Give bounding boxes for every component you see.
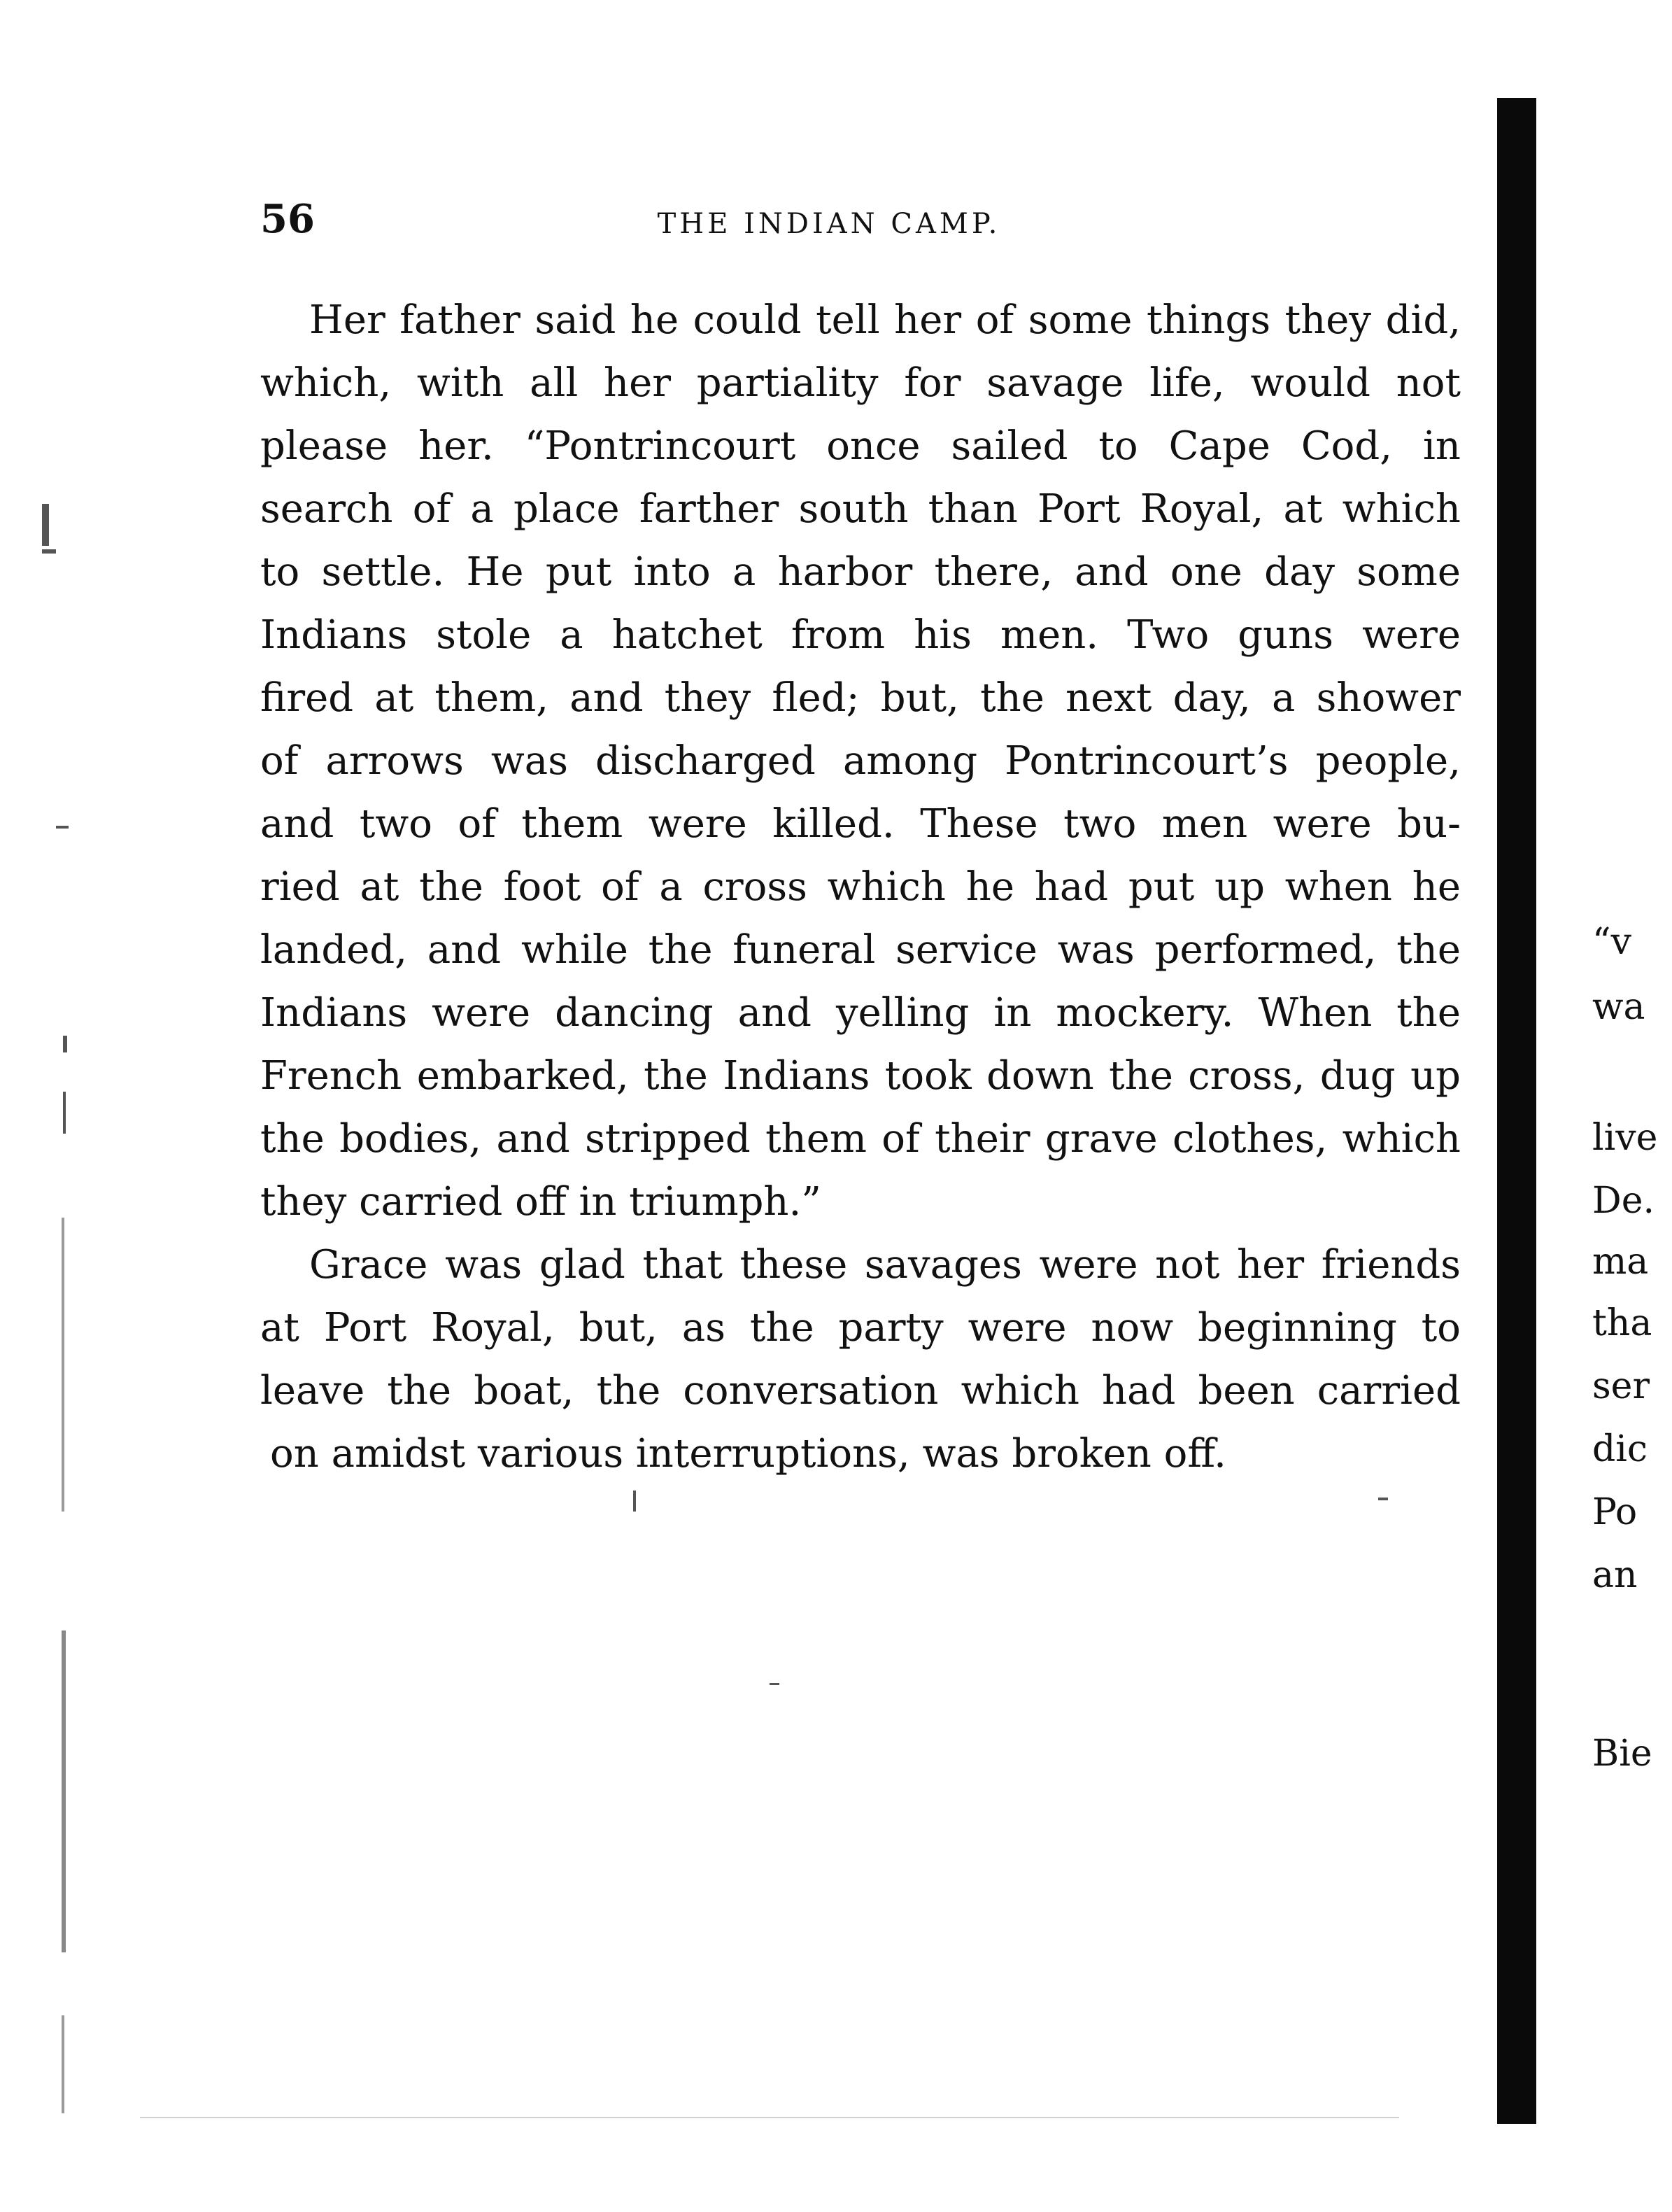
text-line: which, with all her partiality for savage life, would not — [260, 360, 1461, 406]
scan-artifact — [770, 1683, 779, 1685]
scan-artifact — [63, 1092, 66, 1134]
scan-artifact — [1378, 1498, 1388, 1500]
text-line: search of a place farther south than Port Royal, at which — [260, 486, 1461, 532]
facing-page-fragment: dic — [1592, 1431, 1648, 1467]
facing-page-fragment: wa — [1592, 989, 1645, 1025]
text-line: Indians were dancing and yelling in mockery. When the — [260, 990, 1461, 1036]
scan-artifact — [62, 1630, 66, 1952]
text-line: please her. “Pontrincourt once sailed to Cape Cod, in — [260, 423, 1461, 469]
scan-artifact — [42, 549, 56, 554]
running-title: THE INDIAN CAMP. — [657, 208, 1001, 240]
text-line: Her father said he could tell her of some things they did, — [309, 297, 1461, 343]
facing-page-fragment: ser — [1592, 1368, 1650, 1404]
facing-page-fragment: tha — [1592, 1305, 1652, 1341]
scan-artifact — [633, 1491, 636, 1512]
text-line: and two of them were killed. These two men were bu- — [260, 801, 1461, 847]
scan-artifact — [56, 826, 69, 829]
scan-artifact — [62, 2015, 64, 2113]
text-line: they carried off in triumph.” — [260, 1179, 821, 1225]
facing-page-fragment: ma — [1592, 1244, 1649, 1280]
facing-page-fragment: Bie — [1592, 1735, 1652, 1772]
text-line: French embarked, the Indians took down the cross, dug up — [260, 1053, 1461, 1099]
text-line: landed, and while the funeral service was performed, the — [260, 927, 1461, 973]
text-line: leave the boat, the conversation which had been carried — [260, 1368, 1461, 1414]
scan-artifact — [42, 504, 49, 546]
text-line: to settle. He put into a harbor there, and one day some — [260, 549, 1461, 595]
body-text — [260, 289, 1461, 1486]
text-line: Indians stole a hatchet from his men. Two guns were — [260, 612, 1461, 658]
facing-page-fragment: an — [1592, 1557, 1638, 1593]
page-number: 56 — [260, 196, 315, 242]
facing-page-fragment: Po — [1592, 1494, 1638, 1530]
text-line: Grace was glad that these savages were not her friends — [309, 1242, 1461, 1288]
text-line: the bodies, and stripped them of their grave clothes, which — [260, 1116, 1461, 1162]
binding-gutter — [1497, 98, 1536, 2124]
text-line: ried at the foot of a cross which he had put up when he — [260, 864, 1461, 910]
text-line: fired at them, and they fled; but, the next day, a shower — [260, 675, 1461, 721]
scan-artifact — [140, 2117, 1399, 2118]
scan-artifact — [62, 1218, 64, 1512]
text-line: of arrows was discharged among Pontrincourt’s people, — [260, 738, 1461, 784]
scan-artifact — [63, 1036, 67, 1052]
text-line: at Port Royal, but, as the party were now beginning to — [260, 1305, 1461, 1351]
facing-page-fragment: De. — [1592, 1183, 1655, 1219]
text-line: on amidst various interruptions, was broken off. — [270, 1431, 1226, 1477]
facing-page-fragment: “v — [1592, 924, 1631, 960]
facing-page-fragment: live — [1592, 1120, 1658, 1156]
